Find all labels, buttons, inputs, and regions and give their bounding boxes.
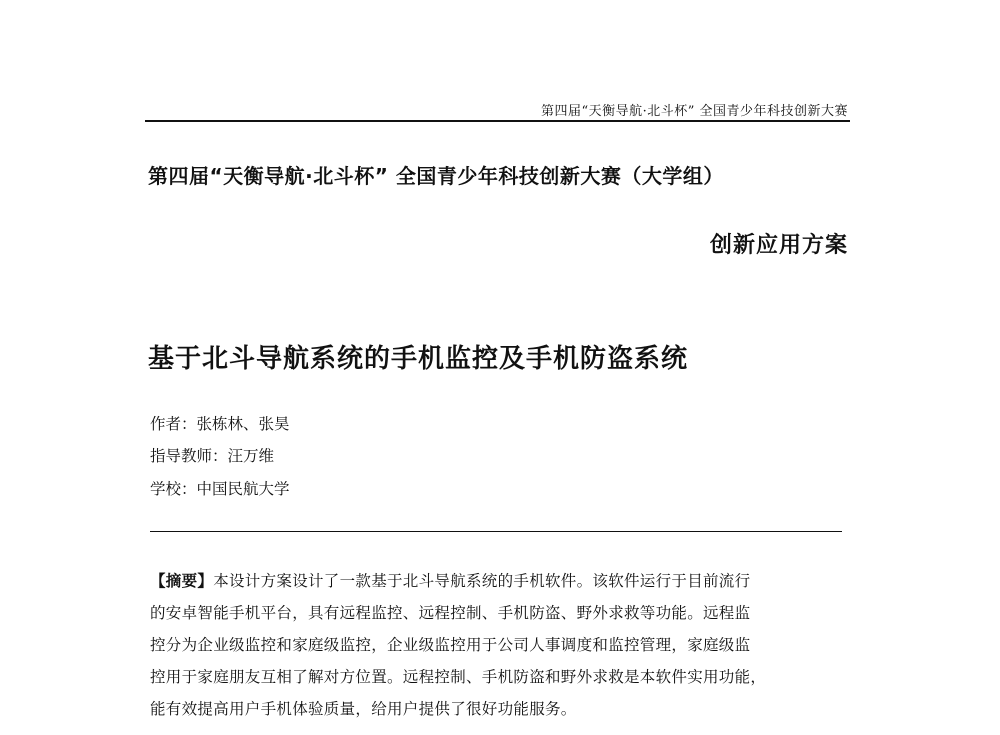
header-rule [145,120,850,122]
abstract-text: 本设计方案设计了一款基于北斗导航系统的手机软件。该软件运行于目前流行 [213,572,751,590]
abstract-line-3: 控分为企业级监控和家庭级监控，企业级监控用于公司人事调度和监控管理，家庭级监 [150,636,751,654]
section-label: 创新应用方案 [709,233,848,258]
authors-line: 作者：张栋林、张昊 [150,415,290,433]
abstract-label: 【摘要】 [150,571,214,590]
abstract-line-2: 的安卓智能手机平台，具有远程监控、远程控制、手机防盗、野外求救等功能。远程监 [150,604,751,622]
abstract-line-1 [150,565,852,597]
advisor-line: 指导教师：汪万维 [150,447,275,465]
abstract-line-5: 能有效提高用户手机体验质量，给用户提供了很好功能服务。 [150,700,577,718]
abstract-line-4: 控用于家庭朋友互相了解对方位置。远程控制、手机防盗和野外求救是本软件实用功能， [150,668,767,686]
running-header: 第四届“天衡导航·北斗杯” 全国青少年科技创新大赛 [540,104,848,119]
abstract [150,565,852,725]
section-divider [150,531,842,532]
contest-title: 第四届“天衡导航·北斗杯” 全国青少年科技创新大赛（大学组） [148,164,724,188]
paper-title: 基于北斗导航系统的手机监控及手机防盗系统 [148,344,689,374]
school-line: 学校：中国民航大学 [150,480,290,498]
